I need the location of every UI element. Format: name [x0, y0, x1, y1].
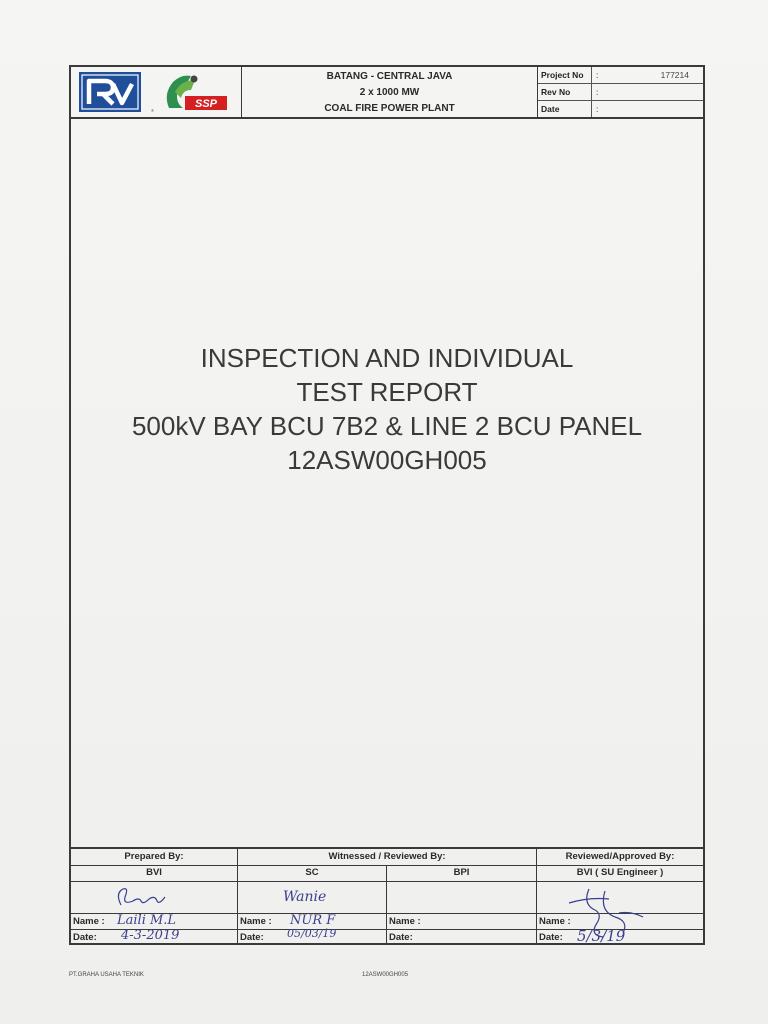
- witnessed-by-heading: Witnessed / Reviewed By:: [328, 851, 446, 862]
- sc-date-value: 05/03/19: [287, 927, 337, 940]
- su-name-label: Name :: [539, 916, 571, 927]
- prepared-by-heading: Prepared By:: [124, 851, 184, 862]
- report-title-line-2: TEST REPORT: [296, 377, 478, 407]
- bvi-date-label: Date:: [73, 932, 97, 943]
- grid-line: [71, 881, 703, 882]
- signoff-table: [71, 847, 703, 945]
- rev-no-row: [538, 84, 703, 101]
- org-bvi: BVI: [146, 867, 162, 878]
- bvi-name-value: Laili M.L: [117, 913, 177, 928]
- bpi-date-label: Date:: [389, 932, 413, 943]
- project-title-cell: [242, 67, 538, 117]
- date-colon: :: [596, 104, 599, 114]
- project-no-value: 177214: [660, 70, 689, 80]
- document-header: [71, 67, 703, 119]
- footer-company: PT.GRAHA USAHA TEKNIK: [69, 972, 144, 978]
- sc-signature: Wanie: [283, 889, 327, 905]
- org-bvi-su: BVI ( SU Engineer ): [576, 867, 664, 878]
- document-frame: [69, 65, 705, 945]
- report-title: [71, 341, 703, 477]
- svg-text:®: ®: [151, 108, 154, 113]
- bvi-name-label: Name :: [73, 916, 105, 927]
- logo-cell: [71, 67, 242, 117]
- sc-name-value: NUR F: [290, 913, 336, 928]
- grid-line: [237, 849, 238, 945]
- project-type: COAL FIRE POWER PLANT: [324, 103, 455, 114]
- bvi-date-value: 4-3-2019: [121, 928, 180, 943]
- project-meta: [538, 67, 703, 117]
- report-title-line-3: 500kV BAY BCU 7B2 & LINE 2 BCU PANEL: [131, 411, 643, 441]
- org-sc: SC: [305, 867, 319, 878]
- date-label: Date: [538, 101, 592, 117]
- bpi-name-label: Name :: [389, 916, 421, 927]
- su-date-value: 5/3/19: [577, 927, 626, 945]
- rev-no-label: Rev No: [538, 84, 592, 100]
- project-site: BATANG - CENTRAL JAVA: [326, 71, 453, 82]
- approved-by-heading: Reviewed/Approved By:: [565, 851, 675, 862]
- project-no-row: [538, 67, 703, 84]
- svg-text:SSP: SSP: [194, 98, 218, 110]
- grid-line: [536, 849, 537, 945]
- bvi-signature: [111, 883, 171, 911]
- org-bpi: BPI: [453, 867, 470, 878]
- project-no-label: Project No: [538, 67, 592, 83]
- su-date-label: Date:: [539, 932, 563, 943]
- rev-no-colon: :: [596, 87, 599, 97]
- project-capacity: 2 x 1000 MW: [359, 87, 420, 98]
- footer-doc-number: 12ASW00GH005: [362, 972, 409, 978]
- project-no-colon: :: [596, 70, 599, 80]
- ssp-logo: [151, 70, 231, 114]
- grid-line: [71, 865, 703, 866]
- sc-name-label: Name :: [240, 916, 272, 927]
- rv-logo: [79, 72, 141, 112]
- sc-date-label: Date:: [240, 932, 264, 943]
- date-row: [538, 101, 703, 117]
- report-title-line-4: 12ASW00GH005: [287, 445, 487, 475]
- report-title-line-1: INSPECTION AND INDIVIDUAL: [200, 343, 574, 373]
